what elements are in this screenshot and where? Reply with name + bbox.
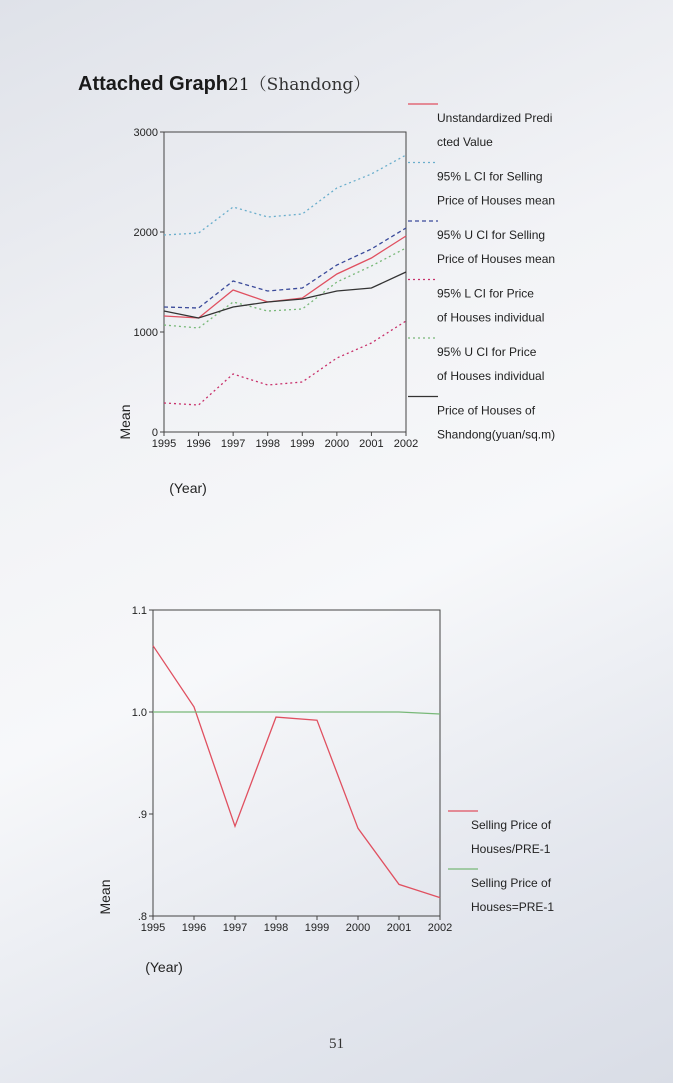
series-line — [164, 272, 406, 318]
y-tick-label: .8 — [137, 911, 147, 923]
x-tick-label: 2001 — [386, 922, 412, 934]
x-tick-label: 1998 — [263, 922, 289, 934]
x-tick-label: 1997 — [220, 438, 246, 450]
y-tick-label: .9 — [137, 809, 147, 821]
legend-label: Price of Houses of — [437, 403, 536, 418]
x-tick-label: 2002 — [427, 922, 453, 934]
legend-label: cted Value — [437, 135, 493, 149]
chart-2 — [0, 590, 673, 990]
y-tick-label: 1.1 — [131, 605, 147, 617]
page-number: 51 — [329, 1036, 344, 1052]
legend-label: Unstandardized Predi — [437, 111, 553, 125]
legend-label: of Houses individual — [437, 369, 545, 383]
y-tick-label: 3000 — [133, 127, 158, 139]
x-tick-label: 1995 — [151, 438, 177, 450]
y-axis-label: Mean — [117, 404, 133, 440]
y-tick-label: 0 — [151, 427, 158, 439]
legend-label: Shandong(yuan/sq.m) — [437, 427, 556, 442]
x-tick-label: 2002 — [393, 438, 419, 450]
legend-label: 95% U CI for Selling — [437, 228, 546, 242]
legend-label: 95% L CI for Selling — [437, 169, 543, 184]
x-tick-label: 1998 — [255, 438, 280, 450]
plot-frame — [164, 132, 406, 432]
legend-label: Price of Houses mean — [437, 193, 556, 208]
legend-label: Selling Price of — [471, 818, 552, 832]
legend-label: 95% L CI for Price — [437, 286, 534, 301]
legend-label: Price of Houses mean — [437, 252, 556, 266]
series-line — [164, 236, 406, 318]
y-axis-label: Mean — [97, 879, 113, 915]
x-tick-label: 2000 — [324, 438, 350, 450]
x-tick-label: 1996 — [181, 922, 207, 934]
series-line — [153, 646, 440, 898]
y-tick-label: 1.0 — [131, 707, 147, 719]
chart-1 — [0, 100, 673, 620]
y-tick-label: 1000 — [133, 327, 158, 339]
x-tick-label: 1999 — [304, 922, 330, 934]
series-line — [164, 228, 406, 308]
x-tick-label: 1996 — [186, 438, 211, 450]
legend-label: Selling Price of — [471, 876, 552, 890]
legend-label: of Houses individual — [437, 310, 545, 325]
x-axis-label: (Year) — [145, 959, 183, 975]
y-tick-label: 2000 — [133, 227, 158, 239]
x-tick-label: 1997 — [222, 922, 248, 934]
page-title: Attached Graph21（Shandong） — [78, 73, 371, 95]
legend-label: Houses/PRE-1 — [471, 842, 551, 856]
x-tick-label: 1999 — [290, 438, 315, 450]
x-axis-label: (Year) — [169, 480, 207, 496]
x-tick-label: 1995 — [140, 922, 166, 934]
legend-label: Houses=PRE-1 — [471, 900, 555, 914]
plot-frame — [153, 610, 440, 916]
series-line — [164, 321, 406, 405]
legend-label: 95% U CI for Price — [437, 345, 537, 359]
series-line — [164, 155, 406, 235]
x-tick-label: 2001 — [359, 438, 384, 450]
x-tick-label: 2000 — [345, 922, 371, 934]
